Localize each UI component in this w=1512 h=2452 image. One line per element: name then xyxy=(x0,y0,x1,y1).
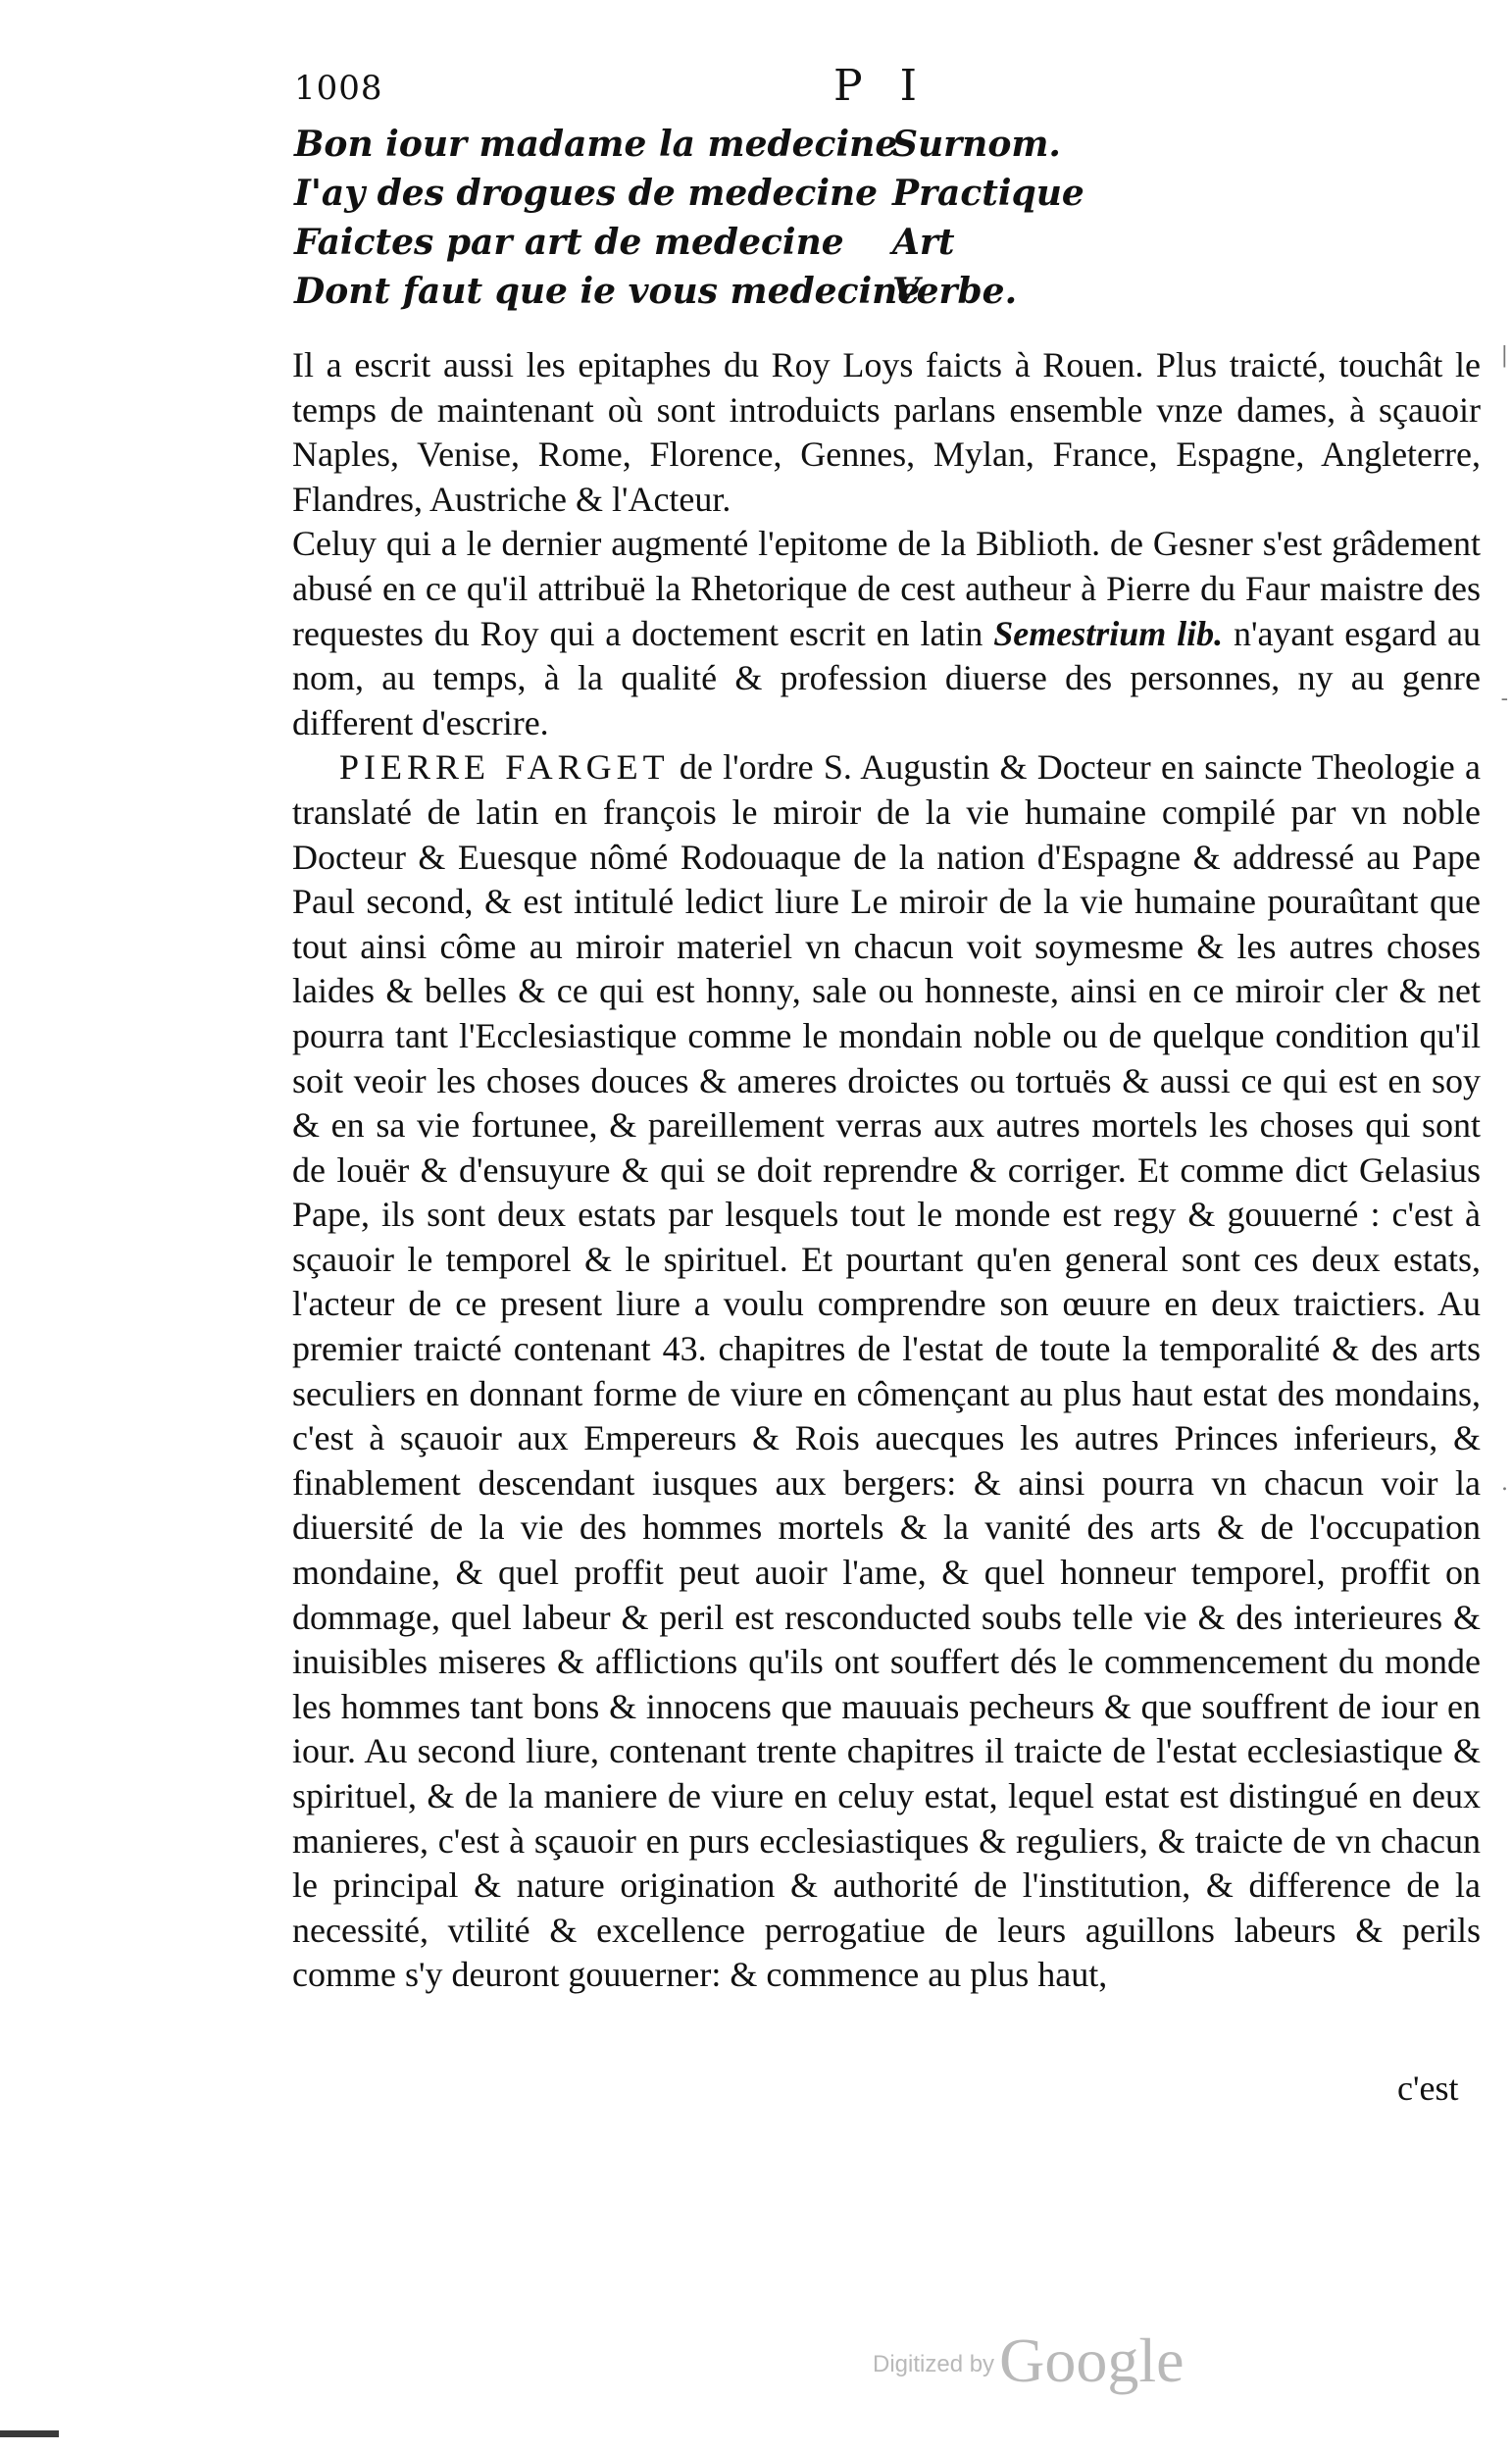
page-header xyxy=(294,61,1177,120)
watermark-google: Google xyxy=(999,2325,1184,2395)
verse-line xyxy=(294,271,1177,320)
margin-mark: - xyxy=(1500,687,1508,711)
verse-text: Bon iour madame la medecine xyxy=(294,124,898,165)
semestrium-title: Semestrium lib. xyxy=(993,613,1224,653)
verse-gloss: Art xyxy=(892,222,955,263)
paragraph-gesner-text-end: n'ayant esgard au nom, au temps, à la qualité & profession diuerse des personnes, ny au genre different d'escrire. xyxy=(292,613,1481,742)
verse-gloss: Verbe. xyxy=(892,271,1018,312)
verse-text: Faictes par art de medecine xyxy=(294,222,844,263)
bottom-rule xyxy=(0,2430,59,2437)
watermark-digitized: Digitized by xyxy=(873,2351,995,2377)
catchword: c'est xyxy=(1397,2069,1459,2108)
body-text xyxy=(292,343,1481,1998)
margin-mark: | xyxy=(1500,343,1508,368)
verse-line xyxy=(294,222,1177,271)
running-head: P I xyxy=(833,61,929,111)
verse-text: I'ay des drogues de medecine xyxy=(294,173,879,214)
verse-text: Dont faut que ie vous medecine xyxy=(294,271,921,312)
page-number: 1008 xyxy=(294,69,383,108)
verse-block xyxy=(294,124,1177,320)
paragraph-gesner-text: Celuy qui a le dernier augmenté l'epitome de la Biblioth. de Gesner s'est grâdement abusé en ce qu'il attribuë la Rhetorique de cest autheur à Pierre du Faur maistre des requestes du Roy qui a doctement escrit en latin xyxy=(292,524,1481,653)
author-name: PIERRE FARGET xyxy=(339,747,670,788)
paragraph-gesner xyxy=(292,522,1481,745)
paragraph-farget-text: de l'ordre S. Augustin & Docteur en saincte Theologie a translaté de latin en françois le miroir de la vie humaine compilé par vn noble Docteur & Euesque nômé Rodouaque de la nation d'Espagne & addressé au Pape Paul second, & est intitulé ledict liure Le miroir de la vie humaine pouraûtant que tout ainsi côme au miroir materiel vn chacun voit soymesme & les autres choses laides & belles & ce qui est honny, sale ou honneste, ainsi en ce miroir cler & net pourra tant l'Ecclesiastique comme le mondain noble ou de quelque condition qu'il soit veoir les choses douces & ameres droictes ou tortuës & aussi ce qui est en soy & en sa vie fortunee, & pareillement verras aux autres mortels les choses qui sont de louër & d'ensuyure & qui se doit reprendre & corriger. Et comme dict Gelasius Pape, ils sont deux estats par lesquels tout le monde est regy & gouuerné : c'est à sçauoir le temporel & le spirituel. Et pourtant qu'en general sont ces deux estats, l'acteur de ce present liure a voulu comprendre son œuure en deux traictiers. Au premier traicté contenant 43. chapitres de l'estat de toute la temporalité & des arts seculiers en donnant forme de viure en cômençant au plus haut estat des mondains, c'est à sçauoir aux Empereurs & Rois auecques les autres Princes inferieurs, & finablement descendant iusques aux bergers: & ainsi pourra vn chacun voir la diuersité de la vie des hommes mortels & la vanité des arts & de l'occupation mondaine, & quel proffit peut auoir l'ame, & quel honneur temporel, proffit on dommage, quel labeur & peril est resconducted soubs telle vie & des interieures & inuisibles miseres & afflictions qu'ils ont souffert dés le commencement du monde les hommes tant bons & innocens que mauuais pecheurs & que souffrent de iour en iour. Au second liure, contenant trente chapitres il traicte de l'estat ecclesiastique & spirituel, & de la maniere de viure en celuy estat, lequel estat est distingué en deux manieres, c'est à sçauoir en purs ecclesiastiques & reguliers, & traicte de vn chacun le principal & nature origination & authorité de l'institution, & difference de la necessité, vtilité & excellence perrogatiue de leurs aguillons labeurs & perils comme s'y deuront gouuerner: & commence au plus haut, xyxy=(292,747,1482,1995)
margin-mark: . xyxy=(1501,1471,1508,1496)
paragraph-farget xyxy=(292,745,1481,1998)
verse-line xyxy=(294,173,1177,222)
google-watermark xyxy=(873,2324,1184,2397)
verse-gloss: Surnom. xyxy=(892,124,1061,165)
paragraph-epitaphes: Il a escrit aussi les epitaphes du Roy Loys faicts à Rouen. Plus traicté, touchât le temps de maintenant où sont introduicts parlans ensemble vnze dames, à sçauoir Naples, Venise, Rome, Florence, Gennes, Mylan, France, Espagne, Angleterre, Flandres, Austriche & l'Acteur. xyxy=(292,345,1481,519)
verse-line xyxy=(294,124,1177,173)
verse-gloss: Practique xyxy=(892,173,1084,214)
